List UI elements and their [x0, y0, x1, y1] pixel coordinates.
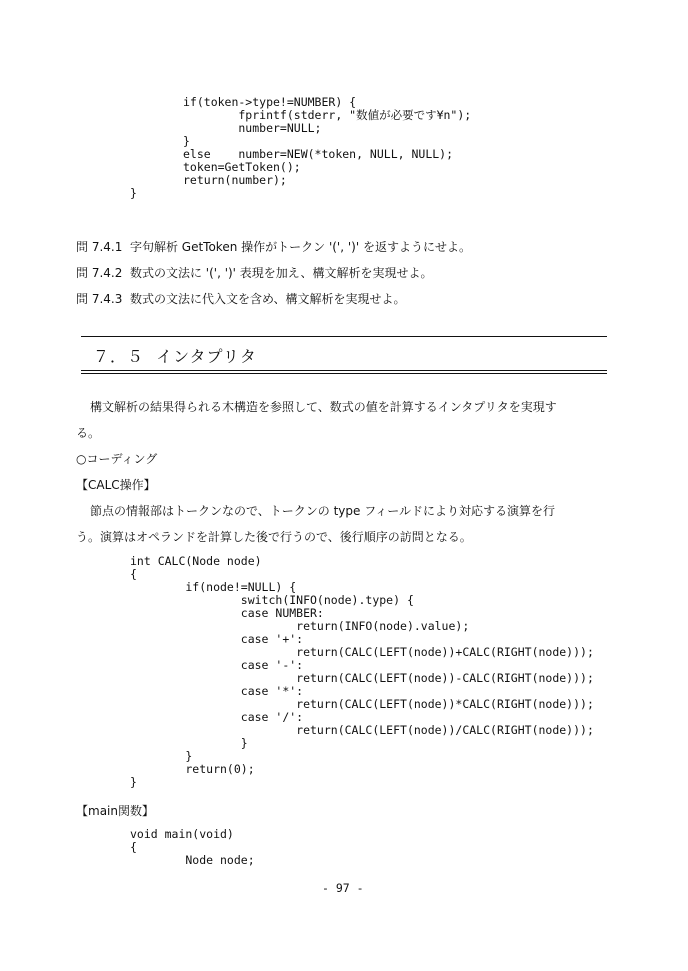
section-rule-bottom-2	[81, 373, 607, 374]
section-rule-bottom-1	[81, 370, 607, 371]
paragraph-line: 構文解析の結果得られる木構造を参照して、数式の値を計算するインタプリタを実現す	[90, 400, 557, 414]
paragraph-line: う。演算はオペランドを計算した後で行うので、後行順序の訪問となる。	[76, 530, 472, 544]
page-number: - 97 -	[322, 881, 364, 895]
code-line: Node node;	[130, 853, 255, 867]
section-title: ７．５ インタプリタ	[93, 347, 257, 366]
code-line: return(INFO(node).value);	[130, 619, 470, 633]
code-line: case NUMBER:	[130, 606, 324, 620]
code-line: else number=NEW(*token, NULL, NULL);	[183, 147, 454, 161]
code-line: void main(void)	[130, 827, 234, 841]
code-line: number=NULL;	[183, 121, 322, 135]
code-line: case '*':	[130, 684, 304, 698]
question-7-4-3: 問 7.4.3 数式の文法に代入文を含め、構文解析を実現せよ。	[76, 292, 406, 306]
code-line: return(CALC(LEFT(node))/CALC(RIGHT(node)));	[130, 723, 594, 737]
code-line: return(0);	[130, 762, 255, 776]
code-line: return(number);	[183, 173, 287, 187]
code-line: }	[130, 775, 137, 789]
code-line: }	[130, 749, 193, 763]
code-line: case '-':	[130, 658, 304, 672]
question-7-4-2: 問 7.4.2 数式の文法に '(', ')' 表現を加え、構文解析を実現せよ。	[76, 266, 433, 280]
code-line: }	[183, 134, 190, 148]
question-7-4-1: 問 7.4.1 字句解析 GetToken 操作がトークン '(', ')' を返すようにせよ。	[76, 240, 471, 254]
code-line: if(token->type!=NUMBER) {	[183, 95, 357, 109]
code-line: }	[130, 736, 248, 750]
code-line: return(CALC(LEFT(node))*CALC(RIGHT(node)));	[130, 697, 594, 711]
code-line: case '/':	[130, 710, 304, 724]
main-heading: 【main関数】	[76, 804, 154, 818]
paragraph-line: 節点の情報部はトークンなので、トークンの type フィールドにより対応する演算を行	[90, 504, 555, 518]
coding-heading: ○コーディング	[76, 452, 158, 466]
paragraph-line: る。	[76, 426, 101, 440]
code-line: return(CALC(LEFT(node))-CALC(RIGHT(node)));	[130, 671, 594, 685]
code-line: }	[130, 186, 137, 200]
code-line: if(node!=NULL) {	[130, 580, 297, 594]
code-line: int CALC(Node node)	[130, 554, 262, 568]
code-line: switch(INFO(node).type) {	[130, 593, 414, 607]
code-line: token=GetToken();	[183, 160, 301, 174]
code-line: return(CALC(LEFT(node))+CALC(RIGHT(node)));	[130, 645, 594, 659]
code-line: case '+':	[130, 632, 304, 646]
section-rule-top	[81, 336, 607, 337]
code-line: {	[130, 840, 137, 854]
code-line: fprintf(stderr, "数値が必要です¥n");	[183, 108, 472, 122]
code-line: {	[130, 567, 137, 581]
calc-heading: 【CALC操作】	[76, 478, 156, 492]
